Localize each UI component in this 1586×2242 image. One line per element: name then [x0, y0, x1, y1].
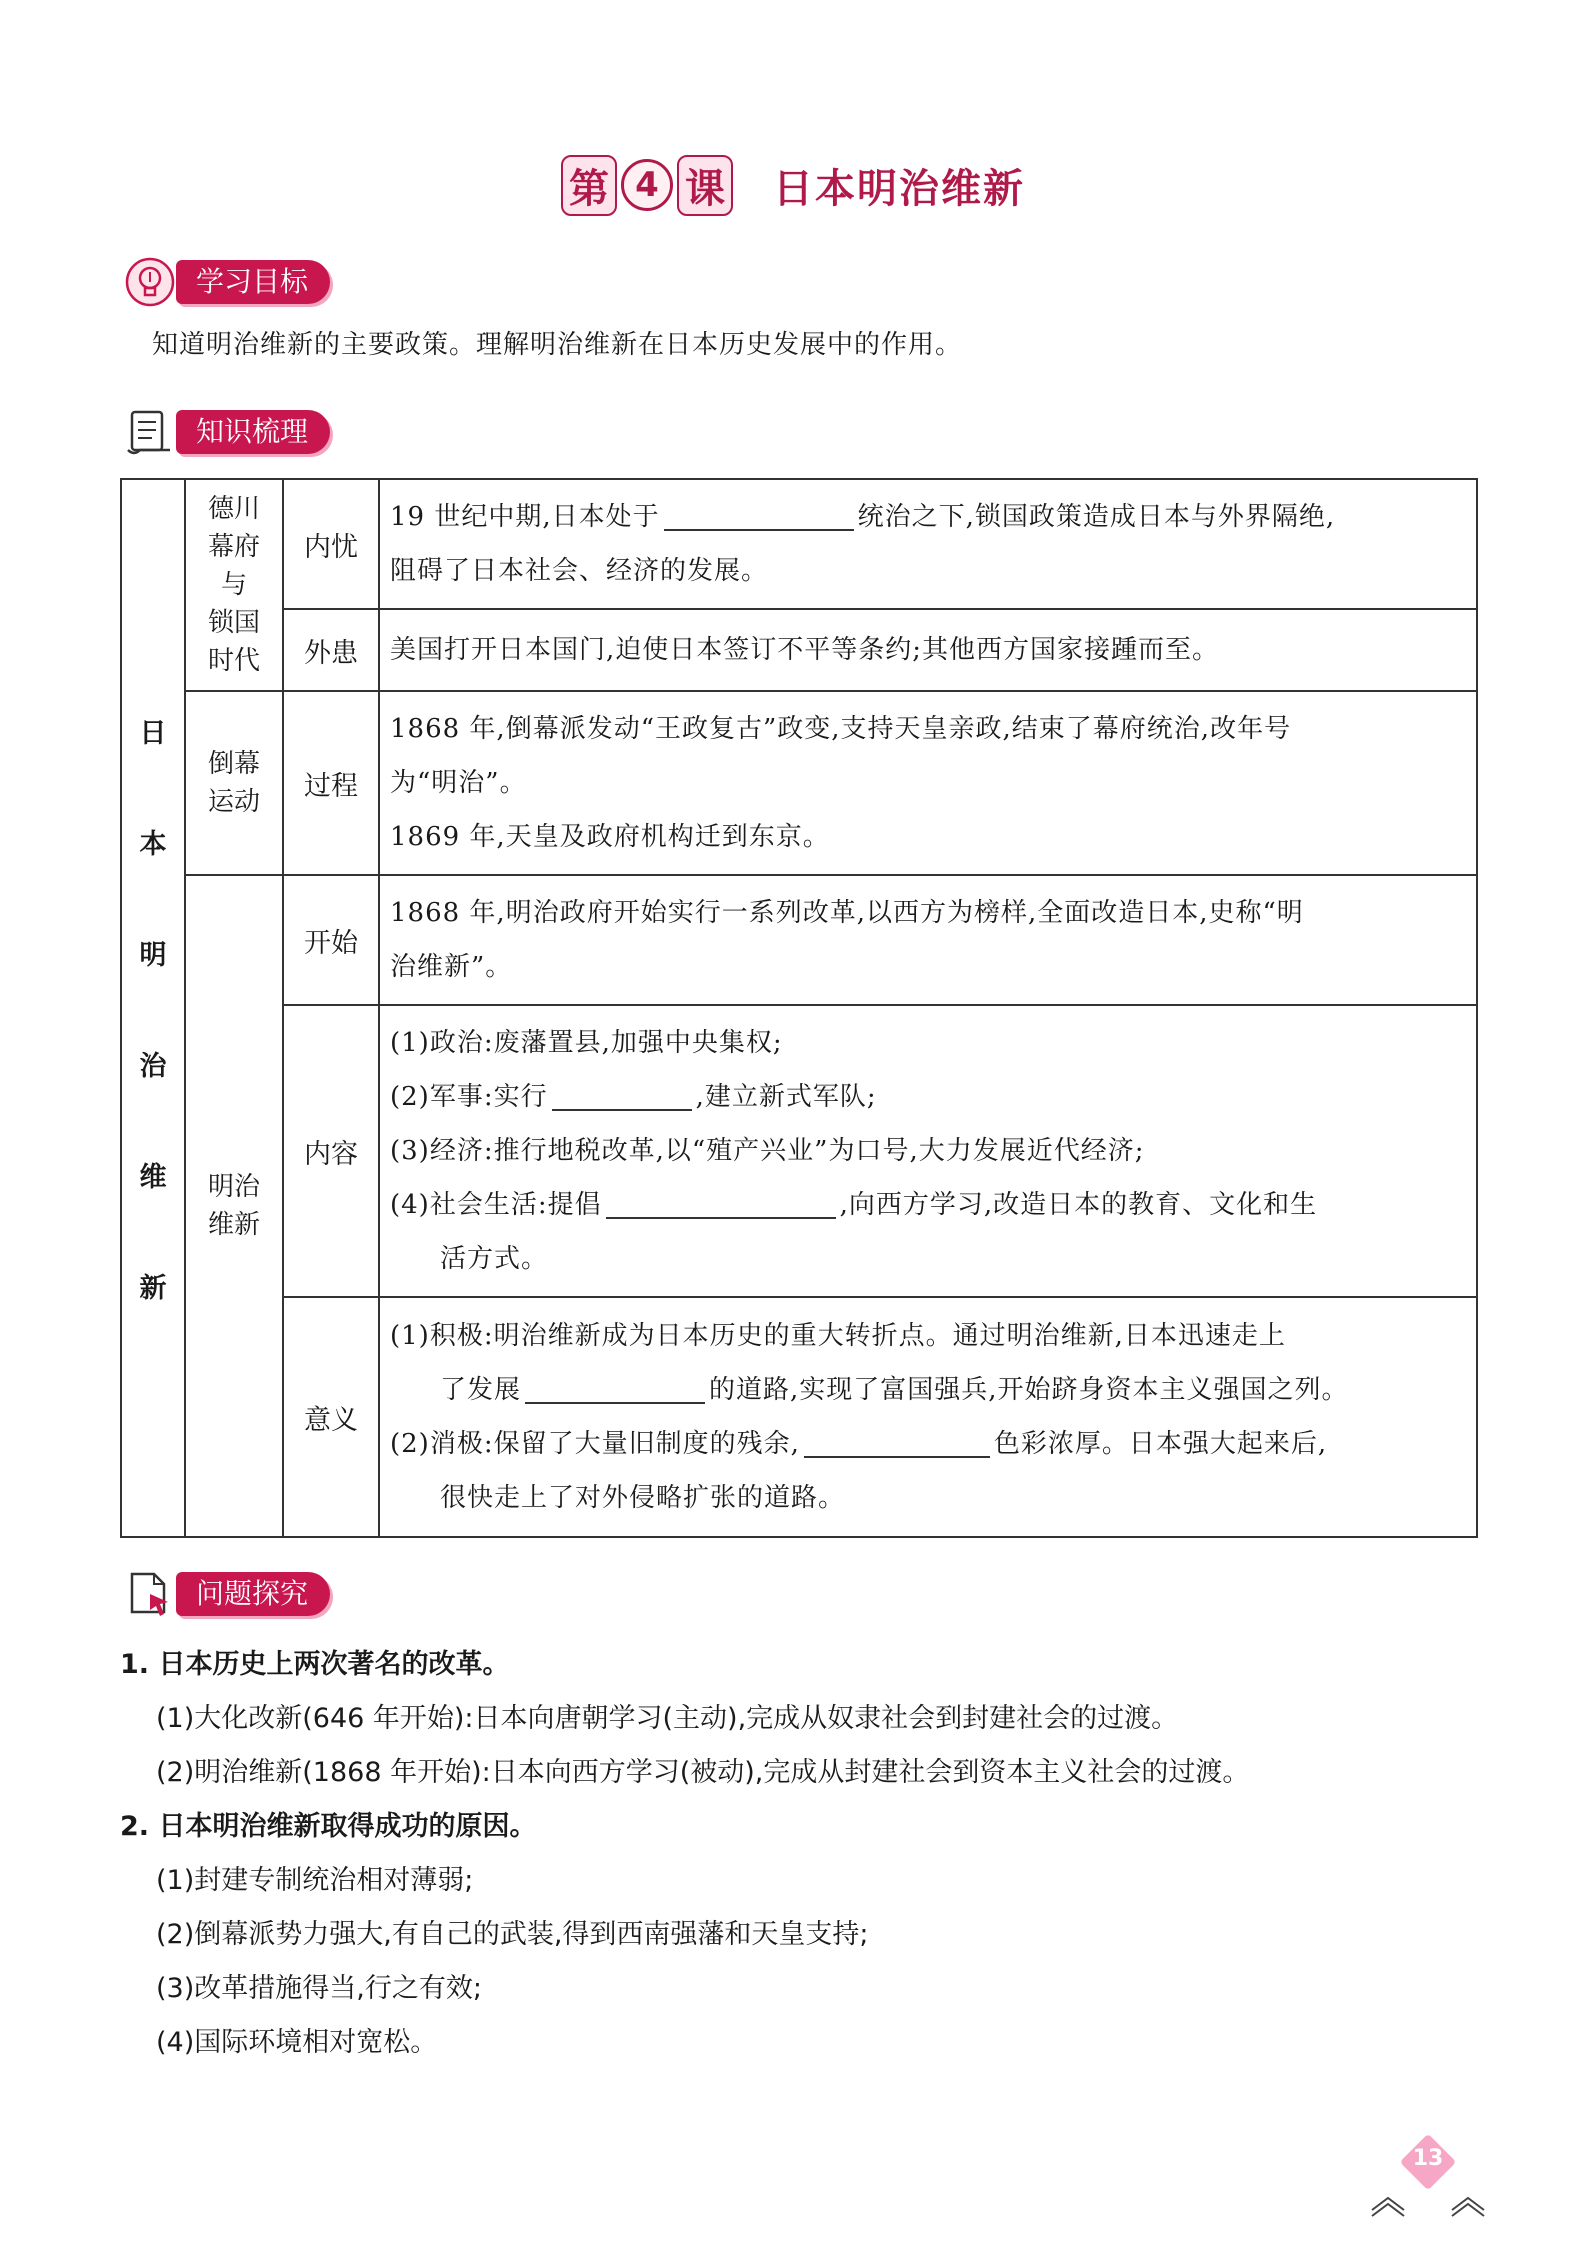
- group-label-tokugawa: [185, 479, 283, 691]
- lesson-prefix: 第: [561, 155, 617, 216]
- section-goals-header: [122, 254, 330, 310]
- sub-label-start: 开始: [283, 875, 379, 1005]
- text: 治维新”。: [390, 952, 513, 982]
- text: 活方式。: [440, 1244, 549, 1274]
- sub-label-external: 外患: [283, 609, 379, 691]
- page-number-badge: [1400, 2134, 1456, 2190]
- fill-blank[interactable]: [606, 1183, 836, 1219]
- outer-char: 治: [139, 1051, 167, 1082]
- text: 统治之下,锁国政策造成日本与外界隔绝,: [857, 502, 1336, 532]
- table-outer-label: [121, 479, 185, 1537]
- sub-label-significance: 意义: [283, 1297, 379, 1537]
- text: 1868 年,倒幕派发动“王政复古”政变,支持天皇亲政,结束了幕府统治,改年号: [390, 714, 1292, 744]
- sub-label-content: 内容: [283, 1005, 379, 1297]
- section-knowledge-label: 知识梳理: [176, 410, 330, 454]
- content-process: [379, 691, 1477, 875]
- text: 了发展: [440, 1375, 522, 1405]
- content-external: 美国打开日本国门,迫使日本签订不平等条约;其他西方国家接踵而至。: [379, 609, 1477, 691]
- text: 阻碍了日本社会、经济的发展。: [390, 556, 769, 586]
- inquiry-answer: (4)国际环境相对宽松。: [156, 2027, 438, 2058]
- page-title: 日本明治维新: [773, 165, 1025, 212]
- chevron-up-icon: [1370, 2188, 1486, 2218]
- outer-char: 维: [139, 1162, 167, 1193]
- text: (2)消极:保留了大量旧制度的残余,: [390, 1429, 800, 1459]
- group-label-line: 明治: [207, 1172, 260, 1202]
- content-internal: [379, 479, 1477, 609]
- text: (1)政治:废藩置县,加强中央集权;: [390, 1028, 783, 1058]
- outer-char: 明: [139, 940, 167, 971]
- fill-blank[interactable]: [664, 495, 854, 531]
- text: 1868 年,明治政府开始实行一系列改革,以西方为榜样,全面改造日本,史称“明: [390, 898, 1304, 928]
- inquiry-question-1: 1. 日本历史上两次著名的改革。: [120, 1649, 510, 1680]
- text: (1)积极:明治维新成为日本历史的重大转折点。通过明治维新,日本迅速走上: [390, 1321, 1286, 1351]
- text: (4)社会生活:提倡: [390, 1190, 602, 1220]
- content-reforms: [379, 1005, 1477, 1297]
- inquiry-question-2: 2. 日本明治维新取得成功的原因。: [120, 1811, 537, 1842]
- group-label-meiji: [185, 875, 283, 1537]
- outer-char: 新: [139, 1273, 167, 1304]
- group-label-line: 与: [220, 570, 247, 600]
- text: 色彩浓厚。日本强大起来后,: [993, 1429, 1328, 1459]
- sub-label-process: 过程: [283, 691, 379, 875]
- group-label-line: 德川: [207, 494, 260, 524]
- inquiry-answer: (1)大化改新(646 年开始):日本向唐朝学习(主动),完成从奴隶社会到封建社会的过渡。: [156, 1703, 1179, 1734]
- outer-char: 本: [139, 829, 167, 860]
- text: (3)经济:推行地税改革,以“殖产兴业”为口号,大力发展近代经济;: [390, 1136, 1145, 1166]
- lightbulb-icon: [122, 254, 178, 310]
- lesson-suffix: 课: [677, 155, 733, 216]
- text: (2)军事:实行: [390, 1082, 548, 1112]
- fill-blank[interactable]: [552, 1075, 692, 1111]
- goal-text: 知道明治维新的主要政策。理解明治维新在日本历史发展中的作用。: [152, 330, 963, 360]
- group-label-line: 时代: [207, 646, 260, 676]
- lesson-header: [0, 150, 1586, 220]
- inquiry-answer: (1)封建专制统治相对薄弱;: [156, 1865, 474, 1896]
- group-label-line: 运动: [207, 787, 260, 817]
- page-number: 13: [1412, 2146, 1444, 2171]
- text: ,向西方学习,改造日本的教育、文化和生: [839, 1190, 1318, 1220]
- section-knowledge-header: [122, 404, 330, 460]
- text: 1869 年,天皇及政府机构迁到东京。: [390, 822, 830, 852]
- group-label-shogunate-overthrow: [185, 691, 283, 875]
- fill-blank[interactable]: [525, 1368, 705, 1404]
- group-label-line: 幕府: [207, 532, 260, 562]
- fill-blank[interactable]: [804, 1422, 990, 1458]
- text: 为“明治”。: [390, 768, 527, 798]
- inquiry-answer: (2)明治维新(1868 年开始):日本向西方学习(被动),完成从封建社会到资本主义社会的过渡。: [156, 1757, 1250, 1788]
- text: ,建立新式军队;: [695, 1082, 877, 1112]
- content-start: [379, 875, 1477, 1005]
- inquiry-answer: (2)倒幕派势力强大,有自己的武装,得到西南强藩和天皇支持;: [156, 1919, 869, 1950]
- group-label-line: 倒幕: [207, 749, 260, 779]
- outer-char: 日: [139, 718, 167, 749]
- text: 的道路,实现了富国强兵,开始跻身资本主义强国之列。: [709, 1375, 1349, 1405]
- lesson-tag: [561, 155, 733, 216]
- inquiry-answer: (3)改革措施得当,行之有效;: [156, 1973, 482, 2004]
- section-inquiry-label: 问题探究: [176, 1572, 330, 1616]
- group-label-line: 锁国: [207, 608, 260, 638]
- knowledge-table: [120, 478, 1478, 1538]
- sub-label-internal: 内忧: [283, 479, 379, 609]
- section-goals-label: 学习目标: [176, 260, 330, 304]
- document-cursor-icon: [122, 1566, 178, 1622]
- content-significance: [379, 1297, 1477, 1537]
- scroll-icon: [122, 404, 178, 460]
- lesson-number: 4: [621, 159, 673, 211]
- text: 很快走上了对外侵略扩张的道路。: [440, 1483, 846, 1513]
- text: 19 世纪中期,日本处于: [390, 502, 660, 532]
- group-label-line: 维新: [207, 1210, 260, 1240]
- section-inquiry-header: [122, 1566, 330, 1622]
